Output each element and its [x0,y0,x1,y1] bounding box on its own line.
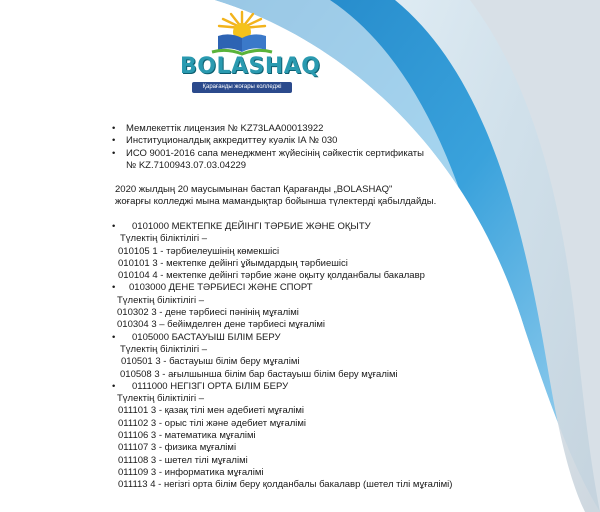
qualification-item: 010302 3 - дене тәрбиесі пәнінің мұғалімі [117,307,299,319]
qualification-item: 010508 3 - ағылшынша білім бар бастауыш білім беру мұғалімі [120,368,398,380]
qualification-item: 011106 3 - математика мұғалімі [118,430,256,442]
qualification-label: Түлектің біліктілігі – [117,294,205,306]
qualification-item: 011101 3 - қазақ тілі мен әдебиеті мұғалімі [118,405,305,417]
license-item: • Мемлекеттік лицензия № KZ73LAA00013922 [112,123,424,135]
qualification-item: 011102 3 - орыс тілі және әдебиет мұғалімі [118,417,307,429]
qualification-item: 010101 3 - мектепке дейінгі ұйымдардың тәрбиешісі [118,257,348,269]
qualification-item: 011108 3 - шетел тілі мұғалімі [118,454,248,466]
qualification-item: 010104 4 - мектепке дейінгі тәрбие және оқыту қолданбалы бакалавр [118,270,425,282]
bolashaq-logo [180,8,321,108]
accreditation-item: • Институционалдық аккредиттеу куәлік IA № 030 [112,135,424,147]
sun-book-emblem [180,8,304,58]
qualification-item: 011109 3 - информатика мұғалімі [118,466,264,478]
qualification-item: 010304 3 – бейімделген дене тәрбиесі мұғалімі [117,319,326,331]
qualification-label: Түлектің біліктілігі – [117,393,205,405]
intro-line-2: жоғарғы колледжі мына мамандықтар бойынша түлектерді қабылдайды. [115,196,437,208]
qualification-item: 010501 3 - бастауыш білім беру мұғалімі [121,356,300,368]
qualification-label: Түлектің біліктілігі – [120,233,208,245]
license-list [112,123,424,172]
program-title: • 0105000 БАСТАУЫШ БІЛІМ БЕРУ [112,332,452,344]
qualification-label: Түлектің біліктілігі – [120,343,208,355]
program-title: • 0103000 ДЕНЕ ТӘРБИЕСІ ЖӘНЕ СПОРТ [112,282,452,294]
qualification-item: 010105 1 - тәрбиелеушінің көмекшісі [118,245,280,257]
intro-line-1: 2020 жылдың 20 маусымынан бастап Қарағанды „BOLASHAQ" [115,184,393,195]
iso-item: • ИСО 9001-2016 сапа менеджмент жүйесінің сәйкестік сертификаты [112,148,424,160]
iso-cert-number: № KZ.7100943.07.03.04229 [126,159,247,171]
qualification-item: 011107 3 - физика мұғалімі [118,442,237,454]
admission-intro [115,184,436,209]
program-title: • 0111000 НЕГІЗГІ ОРТА БІЛІМ БЕРУ [112,381,452,393]
logo-subtitle: Қарағанды жоғары колледжі [202,84,282,90]
program-title: • 0101000 МЕКТЕПКЕ ДЕЙІНГІ ТӘРБИЕ ЖӘНЕ ОҚЫТУ [112,221,452,233]
qualification-item: 011113 4 - негізгі орта білім беру қолданбалы бакалавр (шетел тілі мұғалімі) [118,479,453,491]
logo-name: BOLASHAQ [180,54,321,79]
program-list [112,221,452,492]
